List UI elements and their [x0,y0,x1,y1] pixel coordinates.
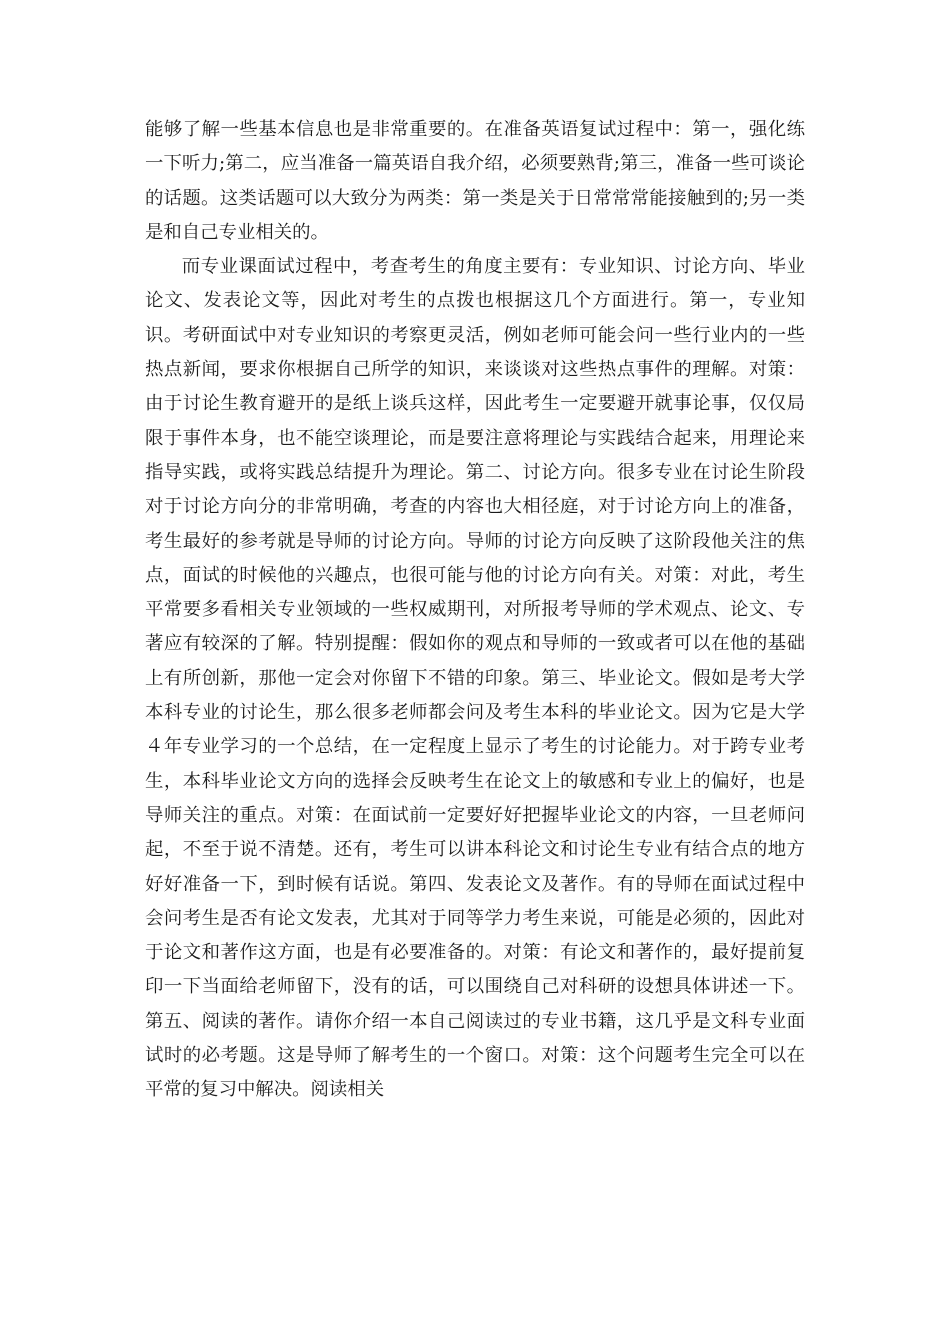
paragraph-english-retest: 能够了解一些基本信息也是非常重要的。在准备英语复试过程中：第一，强化练一下听力;第二，应当准备一篇英语自我介绍，必须要熟背;第三，准备一些可谈论的话题。这类话题可以大致分为两类：第一类是关于日常常常能接触到的;另一类是和自己专业相关的。 [145,119,805,243]
document-page [145,113,805,1108]
paragraph-professional-interview: 而专业课面试过程中，考查考生的角度主要有：专业知识、讨论方向、毕业论文、发表论文等，因此对考生的点拨也根据这几个方面进行。第一，专业知识。考研面试中对专业知识的考察更灵活，例如老师可能会问一些行业内的一些热点新闻，要求你根据自己所学的知识，来谈谈对这些热点事件的理解。对策：由于讨论生教育避开的是纸上谈兵这样，因此考生一定要避开就事论事，仅仅局限于事件本身，也不能空谈理论，而是要注意将理论与实践结合起来，用理论来指导实践，或将实践总结提升为理论。第二、讨论方向。很多专业在讨论生阶段对于讨论方向分的非常明确，考查的内容也大相径庭，对于讨论方向上的准备，考生最好的参考就是导师的讨论方向。导师的讨论方向反映了这阶段他关注的焦点，面试的时候他的兴趣点，也很可能与他的讨论方向有关。对策：对此，考生平常要多看相关专业领域的一些权威期刊，对所报考导师的学术观点、论文、专著应有较深的了解。特别提醒：假如你的观点和导师的一致或者可以在他的基础上有所创新，那他一定会对你留下不错的印象。第三、毕业论文。假如是考大学本科专业的讨论生，那么很多老师都会问及考生本科的毕业论文。因为它是大学４年专业学习的一个总结，在一定程度上显示了考生的讨论能力。对于跨专业考生，本科毕业论文方向的选择会反映考生在论文上的敏感和专业上的偏好，也是导师关注的重点。对策：在面试前一定要好好把握毕业论文的内容，一旦老师问起，不至于说不清楚。还有，考生可以讲本科论文和讨论生专业有结合点的地方好好准备一下，到时候有话说。第四、发表论文及著作。有的导师在面试过程中会问考生是否有论文发表，尤其对于同等学力考生来说，可能是必须的，因此对于论文和著作这方面，也是有必要准备的。对策：有论文和著作的，最好提前复印一下当面给老师留下，没有的话，可以围绕自己对科研的设想具体讲述一下。第五、阅读的著作。请你介绍一本自己阅读过的专业书籍，这几乎是文科专业面试时的必考题。这是导师了解考生的一个窗口。对策：这个问题考生完全可以在平常的复习中解决。阅读相关 [145,256,805,1101]
